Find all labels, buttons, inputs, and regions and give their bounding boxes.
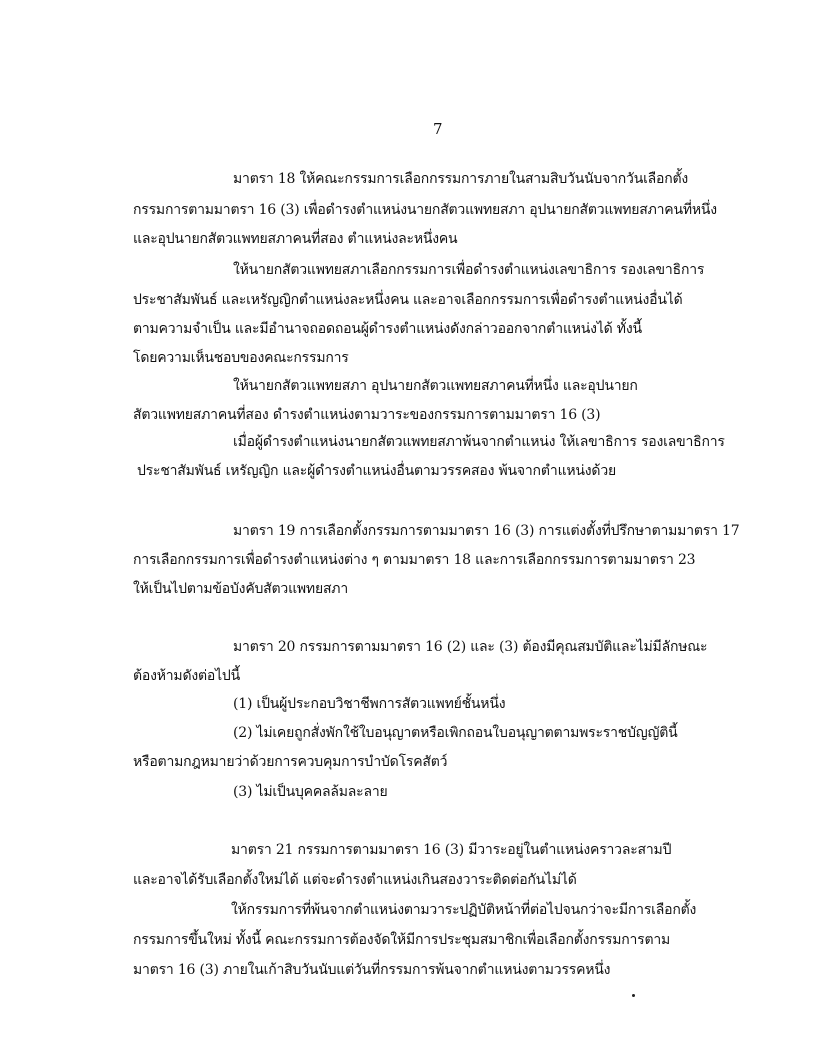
page-number: 7 (433, 120, 443, 138)
text-line: ให้นายกสัตวแพทยสภา อุปนายกสัตวแพทยสภาคนที่หนึ่ง และอุปนายก (233, 378, 638, 394)
text-line: มาตรา 19 การเลือกตั้งกรรมการตามมาตรา 16 (3) การแต่งตั้งที่ปรึกษาตามมาตรา 17 (233, 523, 740, 539)
text-line: กรรมการขึ้นใหม่ ทั้งนี้ คณะกรรมการต้องจัดให้มีการประชุมสมาชิกเพื่อเลือกตั้งกรรมการตาม (133, 932, 671, 948)
text-line: โดยความเห็นชอบของคณะกรรมการ (133, 350, 349, 366)
text-line: ประชาสัมพันธ์ และเหรัญญิกตำแหน่งละหนึ่งคน และอาจเลือกกรรมการเพื่อดำรงตำแหน่งอื่นได้ (133, 292, 683, 308)
text-line: มาตรา 20 กรรมการตามมาตรา 16 (2) และ (3) ต้องมีคุณสมบัติและไม่มีลักษณะ (233, 639, 708, 655)
text-line: ตามความจำเป็น และมีอำนาจถอดถอนผู้ดำรงตำแหน่งดังกล่าวออกจากตำแหน่งได้ ทั้งนี้ (133, 321, 642, 337)
text-line: มาตรา 16 (3) ภายในเก้าสิบวันนับแต่วันที่กรรมการพ้นจากตำแหน่งตามวรรคหนึ่ง (133, 962, 611, 978)
text-line: สัตวแพทยสภาคนที่สอง ดำรงตำแหน่งตามวาระของกรรมการตามมาตรา 16 (3) (133, 407, 601, 423)
text-line: และอุปนายกสัตวแพทยสภาคนที่สอง ตำแหน่งละหนึ่งคน (133, 231, 458, 247)
text-line: ประชาสัมพันธ์ เหรัญญิก และผู้ดำรงตำแหน่งอื่นตามวรรคสอง พ้นจากตำแหน่งด้วย (137, 463, 616, 479)
text-line: ให้นายกสัตวแพทยสภาเลือกกรรมการเพื่อดำรงตำแหน่งเลขาธิการ รองเลขาธิการ (233, 262, 705, 278)
text-line: กรรมการตามมาตรา 16 (3) เพื่อดำรงตำแหน่งนายกสัตวแพทยสภา อุปนายกสัตวแพทยสภาคนที่หนึ่ง (133, 202, 717, 218)
text-line: และอาจได้รับเลือกตั้งใหม่ได้ แต่จะดำรงตำแหน่งเกินสองวาระติดต่อกันไม่ได้ (133, 872, 577, 888)
text-line: การเลือกกรรมการเพื่อดำรงตำแหน่งต่าง ๆ ตามมาตรา 18 และการเลือกกรรมการตามมาตรา 23 (133, 552, 696, 568)
text-line: ต้องห้ามดังต่อไปนี้ (133, 668, 240, 684)
text-line: ให้เป็นไปตามข้อบังคับสัตวแพทยสภา (133, 581, 348, 597)
text-line: เมื่อผู้ดำรงตำแหน่งนายกสัตวแพทยสภาพ้นจากตำแหน่ง ให้เลขาธิการ รองเลขาธิการ (233, 434, 725, 450)
text-line: (3) ไม่เป็นบุคคลล้มละลาย (233, 784, 388, 800)
text-line: ให้กรรมการที่พ้นจากตำแหน่งตามวาระปฏิบัติหน้าที่ต่อไปจนกว่าจะมีการเลือกตั้ง (231, 902, 697, 918)
scan-speck (632, 994, 635, 997)
text-line: (2) ไม่เคยถูกสั่งพักใช้ใบอนุญาตหรือเพิกถอนใบอนุญาตตามพระราชบัญญัตินี้ (233, 725, 678, 741)
text-line: (1) เป็นผู้ประกอบวิชาชีพการสัตวแพทย์ชั้นหนึ่ง (233, 696, 506, 712)
text-line: มาตรา 21 กรรมการตามมาตรา 16 (3) มีวาระอยู่ในตำแหน่งคราวละสามปี (231, 842, 672, 858)
text-line: มาตรา 18 ให้คณะกรรมการเลือกกรรมการภายในสามสิบวันนับจากวันเลือกตั้ง (233, 171, 689, 187)
text-line: หรือตามกฎหมายว่าด้วยการควบคุมการบำบัดโรคสัตว์ (133, 754, 448, 770)
